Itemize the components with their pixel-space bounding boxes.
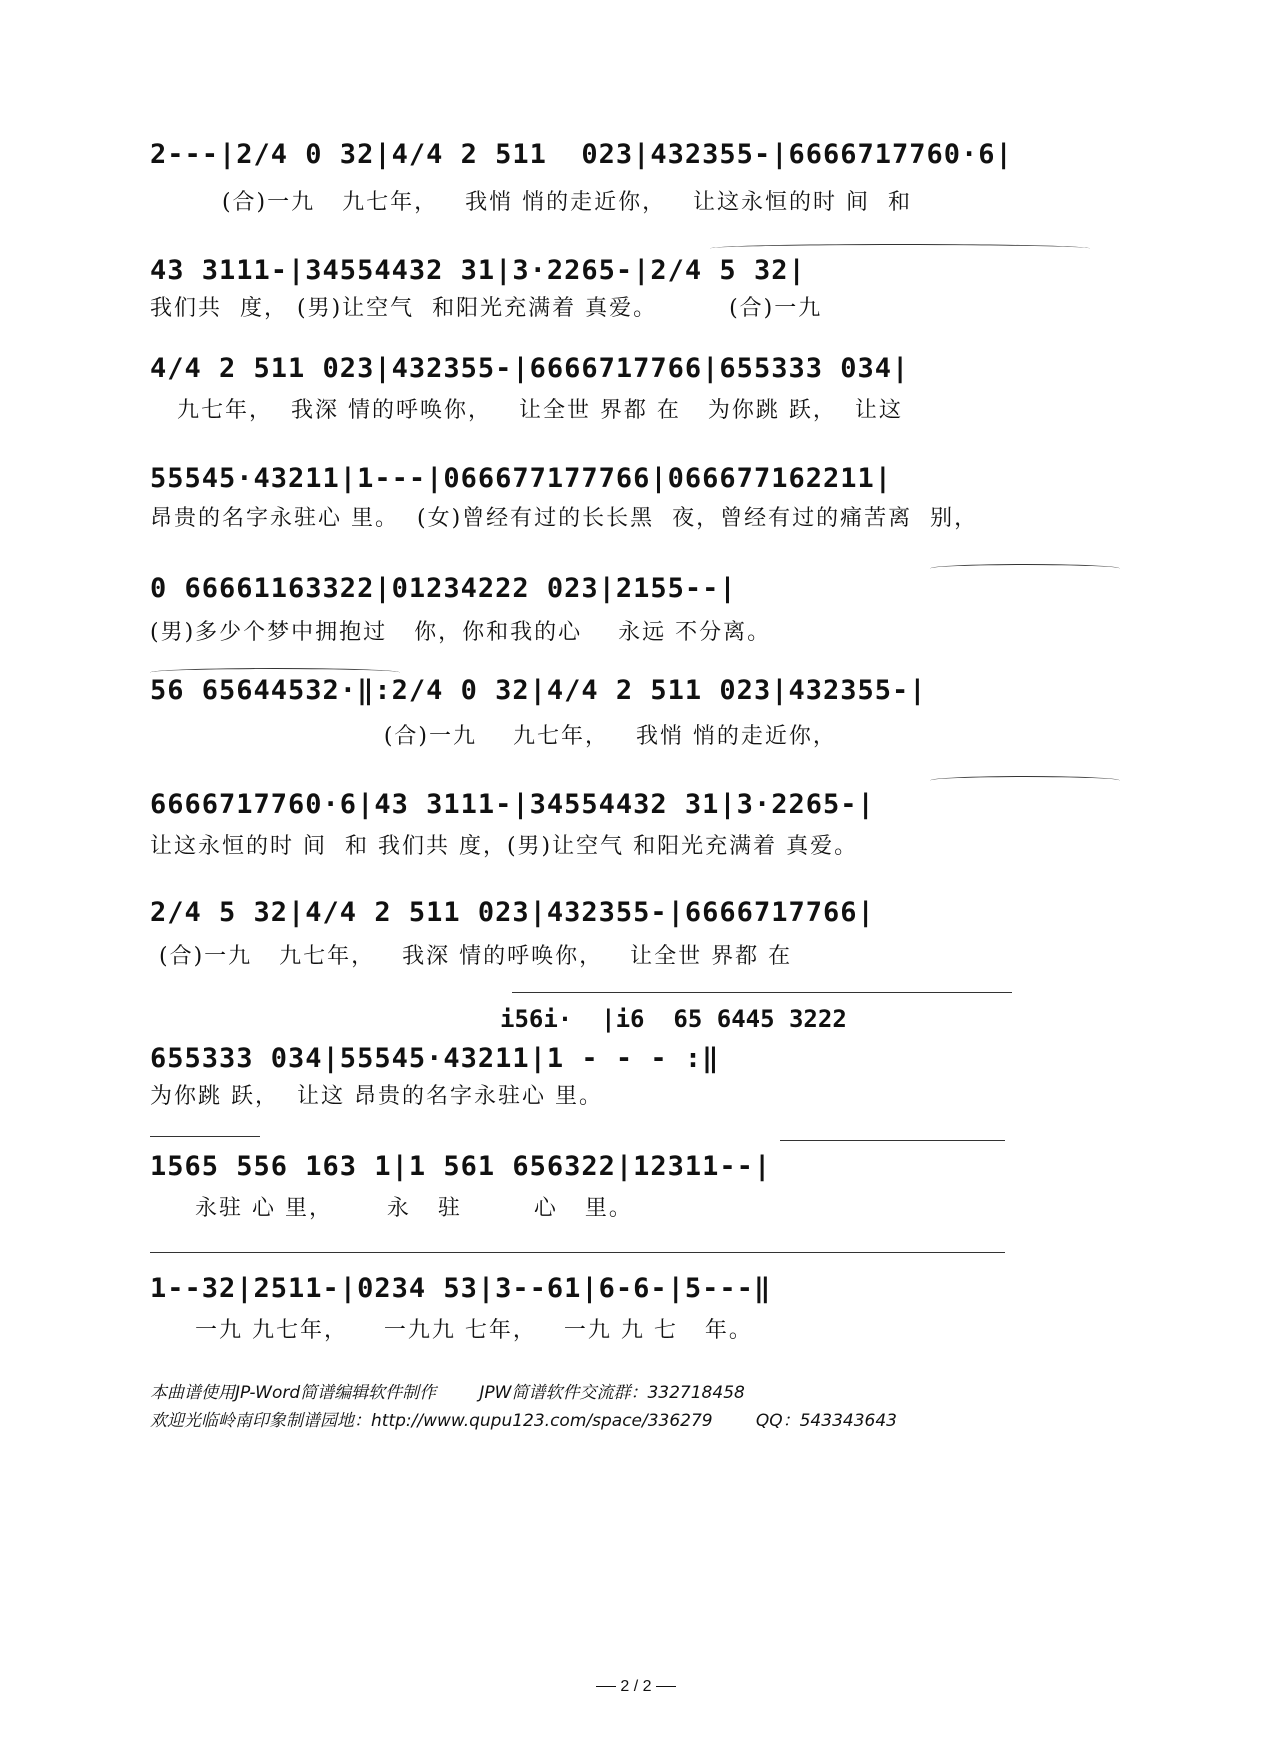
lyrics-line: 永驻 心 里， 永 驻 心 里。 bbox=[150, 1196, 633, 1221]
slur-mark bbox=[710, 244, 1090, 253]
footer-credit-line-1 bbox=[150, 1378, 745, 1408]
lyrics-line: (合)一九 九七年， 我深 情的呼唤你， 让全世 界都 在 bbox=[150, 944, 793, 969]
lyrics-line: (男)多少个梦中拥抱过 你，你和我的心 永远 不分离。 bbox=[150, 620, 772, 645]
lyrics-line: 为你跳 跃， 让这 昂贵的名字永驻心 里。 bbox=[150, 1084, 603, 1109]
slur-mark bbox=[930, 776, 1120, 785]
notation-line: 43 3111-|34554432 31|3·2265-|2/4 5 32| bbox=[150, 255, 806, 286]
divider bbox=[656, 1686, 676, 1687]
lyrics-line: 我们共 度， (男)让空气 和阳光充满着 真爱。 (合)一九 bbox=[150, 296, 823, 321]
notation-line: 1565 556 163 1|1 561 656322|12311--| bbox=[150, 1151, 772, 1182]
lyrics-line: (合)一九 九七年， 我悄 悄的走近你， bbox=[150, 724, 837, 749]
divider bbox=[596, 1686, 616, 1687]
notation-line: 6666717760·6|43 3111-|34554432 31|3·2265-| bbox=[150, 789, 875, 820]
page-number-text: 2 / 2 bbox=[620, 1678, 652, 1695]
slur-mark bbox=[150, 1252, 1005, 1253]
notation-line: 0 66661163322|01234222 023|2155--| bbox=[150, 573, 737, 604]
footer-group-credit: JPW简谱软件交流群：332718458 bbox=[479, 1383, 745, 1403]
lyrics-line: 九七年， 我深 情的呼唤你， 让全世 界都 在 为你跳 跃， 让这 bbox=[150, 398, 903, 423]
notation-line: 4/4 2 511 023|432355-|6666717766|655333 034| bbox=[150, 353, 910, 384]
notation-line: 1--32|2511-|0234 53|3--61|6-6-|5---‖ bbox=[150, 1273, 772, 1304]
lyrics-line: 让这永恒的时 间 和 我们共 度，(男)让空气 和阳光充满着 真爱。 bbox=[150, 834, 859, 859]
slur-mark bbox=[780, 1140, 1005, 1141]
footer-software-credit: 本曲谱使用JP-Word简谱编辑软件制作 bbox=[150, 1383, 437, 1403]
notation-line: 56 65644532·‖:2/4 0 32|4/4 2 511 023|432355-| bbox=[150, 675, 927, 706]
upper-voice-line: i56i· |i6 65 6445 3222 bbox=[500, 1005, 847, 1033]
volta-bracket bbox=[512, 992, 1012, 993]
lyrics-line: (合)一九 九七年， 我悄 悄的走近你， 让这永恒的时 间 和 bbox=[150, 190, 913, 215]
notation-line: 2/4 5 32|4/4 2 511 023|432355-|6666717766| bbox=[150, 897, 875, 928]
slur-mark bbox=[930, 564, 1120, 573]
notation-line: 55545·43211|1---|066677177766|066677162211| bbox=[150, 463, 892, 494]
slur-mark bbox=[150, 1136, 260, 1137]
notation-line: 2---|2/4 0 32|4/4 2 511 023|432355-|6666717760·6| bbox=[150, 139, 1013, 170]
footer-credit-line-2 bbox=[150, 1406, 897, 1436]
lyrics-line: 昂贵的名字永驻心 里。 (女)曾经有过的长长黑 夜，曾经有过的痛苦离 别， bbox=[150, 506, 979, 531]
footer-qq-credit: QQ：543343643 bbox=[755, 1411, 897, 1431]
lyrics-line: 一九 九七年， 一九九 七年， 一九 九 七 年。 bbox=[150, 1318, 753, 1343]
notation-line: 655333 034|55545·43211|1 - - - :‖ bbox=[150, 1043, 720, 1074]
footer-website-credit: 欢迎光临岭南印象制谱园地：http://www.qupu123.com/space/336279 bbox=[150, 1411, 713, 1431]
page-number bbox=[0, 1678, 1272, 1696]
